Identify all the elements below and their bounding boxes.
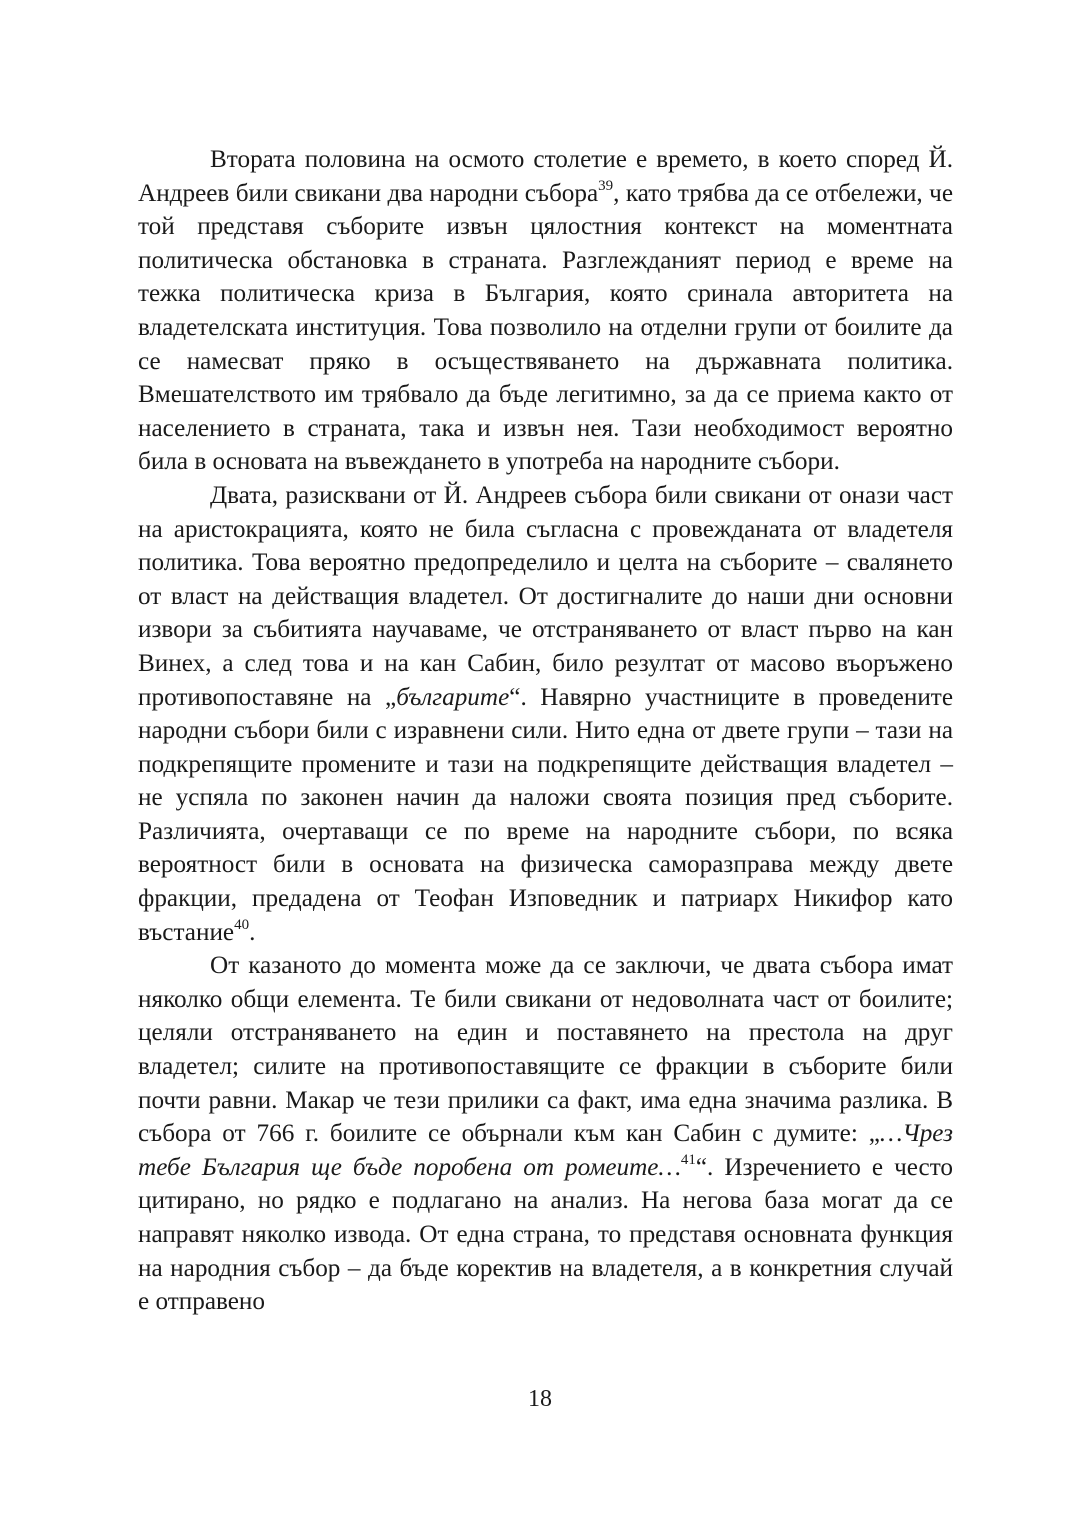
paragraph-text: “. Навярно участниците в проведените народни събори били с изравнени сили. Нито една от двете групи – тази на подкрепящите промените и тази на подкрепящите действащия владетел – не успяла по законен начин да наложи своята позиция пред съборите. Различията, очертаващи се по време на народните събори, по всяка вероятност били в основата на физическа саморазправа между двете фракции, предадена от Теофан Изповедник и патриарх Никифор като въстание (138, 683, 953, 946)
emphasis-quote: …Чрез тебе България ще бъде поробена от ромеите… (138, 1120, 953, 1181)
paragraph (138, 143, 953, 479)
paragraph-text: , като трябва да се отбележи, че той представя съборите извън цялостния контекст на моментната политическа обстановка в страната. Разглежданият период е време на тежка политическа криза в България, която сринала авторитета на владетелската институция. Това позволило на отделни групи от боилите да се намесват пряко в осъществяването на държавната политика. Вмешателството им трябвало да бъде легитимно, за да се приема както от населението в страната, така и извън нея. Тази необходимост вероятно била в основата на въвеждането в употреба на народните събори. (138, 179, 953, 476)
footnote-ref: 39 (598, 178, 614, 195)
page-number: 18 (528, 1386, 552, 1412)
paragraph (138, 479, 953, 949)
paragraph-text: От казаното до момента може да се заключи, че двата събора имат няколко общи елемента. Те били свикани от недоволната част от боилите; целяли отстраняването на един и поставянето на престола на друг владетел; силите на противопоставящите се фракции в съборите били почти равни. Макар че тези прилики са факт, има една значима разлика. В събора от 766 г. боилите се обърнали към кан Сабин с думите: „ (138, 952, 953, 1148)
paragraph-text: “. Изречението е често цитирано, но рядко е подлагано на анализ. На негова база могат да се направят няколко извода. От една страна, то представя основната функция на народния събор – да бъде коректив на владетеля, а в конкретния случай е отправено (138, 1153, 953, 1316)
paragraph-text: Двата, разисквани от Й. Андреев събора били свикани от онази част на аристокрацията, която не била съгласна с провежданата от владетеля политика. Това вероятно предопределило и целта на съборите – свалянето от власт на действащия владетел. От достигналите до наши дни основни извори за събитията научаваме, че отстраняването от власт първо на кан Винех, а след това и на кан Сабин, било резултат от масово въоръжено противопоставяне на „ (138, 481, 953, 711)
document-page (138, 143, 953, 1319)
footnote-ref: 41 (680, 1152, 696, 1169)
paragraph-text: . (249, 918, 256, 946)
paragraph-text: Втората половина на осмото столетие е времето, в което според Й. Андреев били свикани два народни събора (138, 146, 953, 207)
emphasis-text: българите (396, 683, 510, 711)
footnote-ref: 40 (234, 917, 250, 934)
paragraph (138, 949, 953, 1319)
